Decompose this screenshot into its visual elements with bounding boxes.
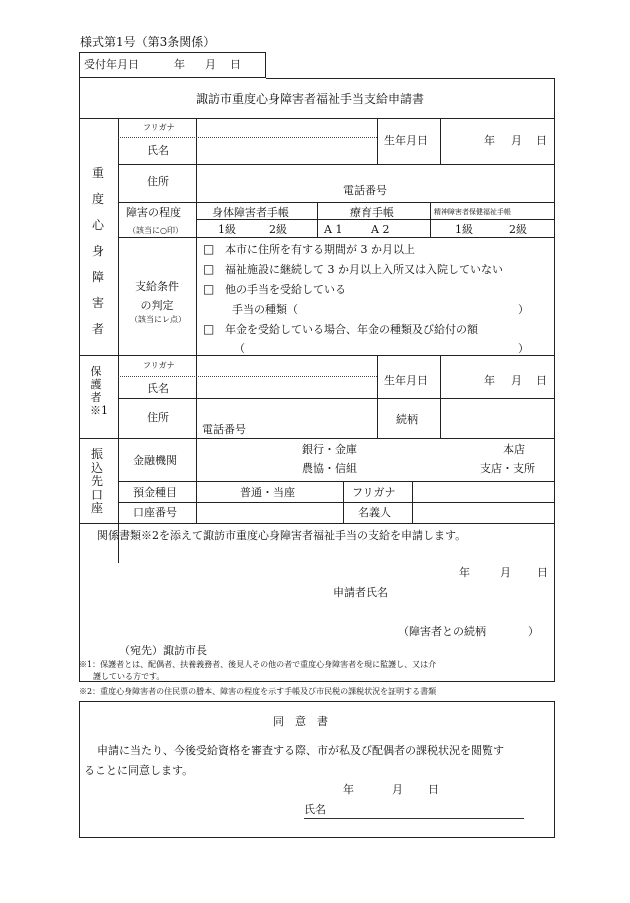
account-type-label: 預金種目: [133, 486, 177, 499]
bank-type1[interactable]: 銀行・金庫: [302, 443, 357, 456]
applicant-signature-label: 申請者氏名: [333, 586, 388, 599]
declaration-text: 関係書類※2を添えて諏訪市重度心身障害者福祉手当の支給を申請します。: [97, 529, 467, 542]
applicant-name-label: 氏名: [147, 144, 169, 157]
account-number-label: 口座番号: [133, 506, 177, 519]
disability-level-label: 障害の程度: [126, 206, 181, 219]
guardian-furigana-field[interactable]: [197, 356, 376, 375]
applicant-furigana-field[interactable]: [197, 119, 376, 136]
cond4-close: ）: [518, 342, 529, 355]
declaration-year: 年: [459, 566, 470, 579]
mental-grade1[interactable]: 1級: [455, 223, 473, 236]
applicant-dob-day: 日: [536, 134, 547, 147]
cond3-checkbox[interactable]: □: [203, 282, 215, 296]
note1-continued: 護している方です。: [93, 672, 165, 681]
guardian-section-label: 保護者※1: [90, 365, 108, 417]
applicant-dob-label: 生年月日: [384, 134, 428, 147]
received-date-label: 受付年月日: [84, 58, 139, 71]
applicant-phone-label: 電話番号: [343, 184, 387, 197]
declaration-month: 月: [500, 566, 511, 579]
guardian-dob-label: 生年月日: [384, 374, 428, 387]
guardian-relation-field[interactable]: [441, 399, 554, 437]
branch-type1[interactable]: 本店: [503, 443, 525, 456]
circle-note: （該当に○印）: [128, 226, 183, 235]
cond1-text: 本市に住所を有する期間が 3 か月以上: [225, 243, 415, 256]
applicant-address-field[interactable]: [197, 165, 554, 200]
cond4-text: 年金を受給している場合、年金の種類及び給付の額: [225, 323, 478, 336]
consent-text-line1: 申請に当たり、今後受給資格を審査する際、市が私及び配偶者の課税状況を閲覧す: [97, 744, 504, 757]
bank-institution-label: 金融機関: [133, 454, 177, 467]
cond3-allowance-type: 手当の種類（: [232, 303, 298, 316]
guardian-address-label: 住所: [147, 411, 169, 424]
applicant-section-label: 重度心身障害者: [92, 166, 105, 336]
account-holder-field[interactable]: [413, 503, 554, 522]
cond3-close: ）: [518, 303, 529, 316]
received-day: 日: [230, 58, 241, 71]
applicant-dob-year: 年: [484, 134, 495, 147]
form-title: 諏訪市重度心身障害者福祉手当支給申請書: [196, 92, 425, 106]
guardian-dob-year: 年: [484, 374, 495, 387]
addressee: （宛先）諏訪市長: [119, 644, 207, 657]
consent-name-field[interactable]: [325, 799, 524, 817]
check-note: （該当にレ点）: [130, 315, 186, 324]
account-holder-label: 名義人: [358, 506, 391, 519]
physical-grade1[interactable]: 1級: [218, 223, 236, 236]
guardian-address-field[interactable]: [197, 399, 376, 437]
declaration-day: 日: [537, 566, 548, 579]
applicant-furigana-label: フリガナ: [143, 123, 175, 132]
account-number-field[interactable]: [197, 503, 342, 522]
note1: ※1：保護者とは、配偶者、扶養義務者、後見人その他の者で重度心身障害者を現に監護し、又は介: [79, 660, 437, 669]
guardian-relation-label: 続柄: [396, 413, 418, 426]
cond3-text: 他の手当を受給している: [225, 283, 346, 296]
guardian-dob-day: 日: [536, 374, 547, 387]
received-month: 月: [205, 58, 216, 71]
conditions-label: 支給条件の判定: [135, 280, 179, 312]
cond4-open: （: [234, 342, 245, 355]
rehab-a2[interactable]: A 2: [371, 223, 390, 236]
declaration-relation: （障害者との続柄: [398, 625, 486, 638]
consent-day: 日: [428, 783, 439, 796]
consent-year: 年: [343, 783, 354, 796]
declaration-relation-close: ）: [528, 625, 539, 638]
applicant-address-label: 住所: [147, 175, 169, 188]
branch-type2[interactable]: 支店・支所: [480, 462, 535, 475]
bank-section-label: 振込先口座: [91, 447, 104, 515]
account-type-value[interactable]: 普通・当座: [240, 486, 295, 499]
consent-month: 月: [392, 783, 403, 796]
cond2-checkbox[interactable]: □: [203, 262, 215, 276]
rehab-a1[interactable]: A 1: [324, 223, 343, 236]
note2: ※2：重度心身障害者の住民票の謄本、障害の程度を示す手帳及び市民税の課税状況を証明する書類: [79, 687, 437, 696]
mental-book-label: 精神障害者保健福祉手帳: [434, 208, 511, 216]
cond1-checkbox[interactable]: □: [203, 242, 215, 256]
consent-name-label: 氏名: [304, 803, 326, 816]
applicant-signature-field[interactable]: [400, 582, 550, 602]
bank-type2[interactable]: 農協・信組: [302, 462, 357, 475]
guardian-name-field[interactable]: [197, 377, 376, 397]
guardian-furigana-label: フリガナ: [143, 361, 175, 370]
applicant-name-field[interactable]: [197, 138, 376, 163]
rehab-book-label: 療育手帳: [350, 206, 394, 219]
mental-grade2[interactable]: 2級: [509, 223, 527, 236]
physical-book-label: 身体障害者手帳: [212, 206, 289, 219]
account-furigana-label: フリガナ: [352, 486, 396, 499]
consent-text-line2: ることに同意します。: [84, 764, 194, 777]
form-number: 様式第1号（第3条関係）: [80, 35, 216, 49]
applicant-dob-month: 月: [511, 134, 522, 147]
account-furigana-field[interactable]: [413, 482, 554, 500]
guardian-dob-month: 月: [511, 374, 522, 387]
cond4-checkbox[interactable]: □: [203, 322, 215, 336]
cond2-text: 福祉施設に継続して 3 か月以上入所又は入院していない: [225, 263, 503, 276]
physical-grade2[interactable]: 2級: [269, 223, 287, 236]
guardian-phone-label: 電話番号: [202, 423, 246, 436]
received-year: 年: [174, 58, 185, 71]
guardian-name-label: 氏名: [147, 382, 169, 395]
consent-title: 同 意 書: [273, 715, 328, 728]
